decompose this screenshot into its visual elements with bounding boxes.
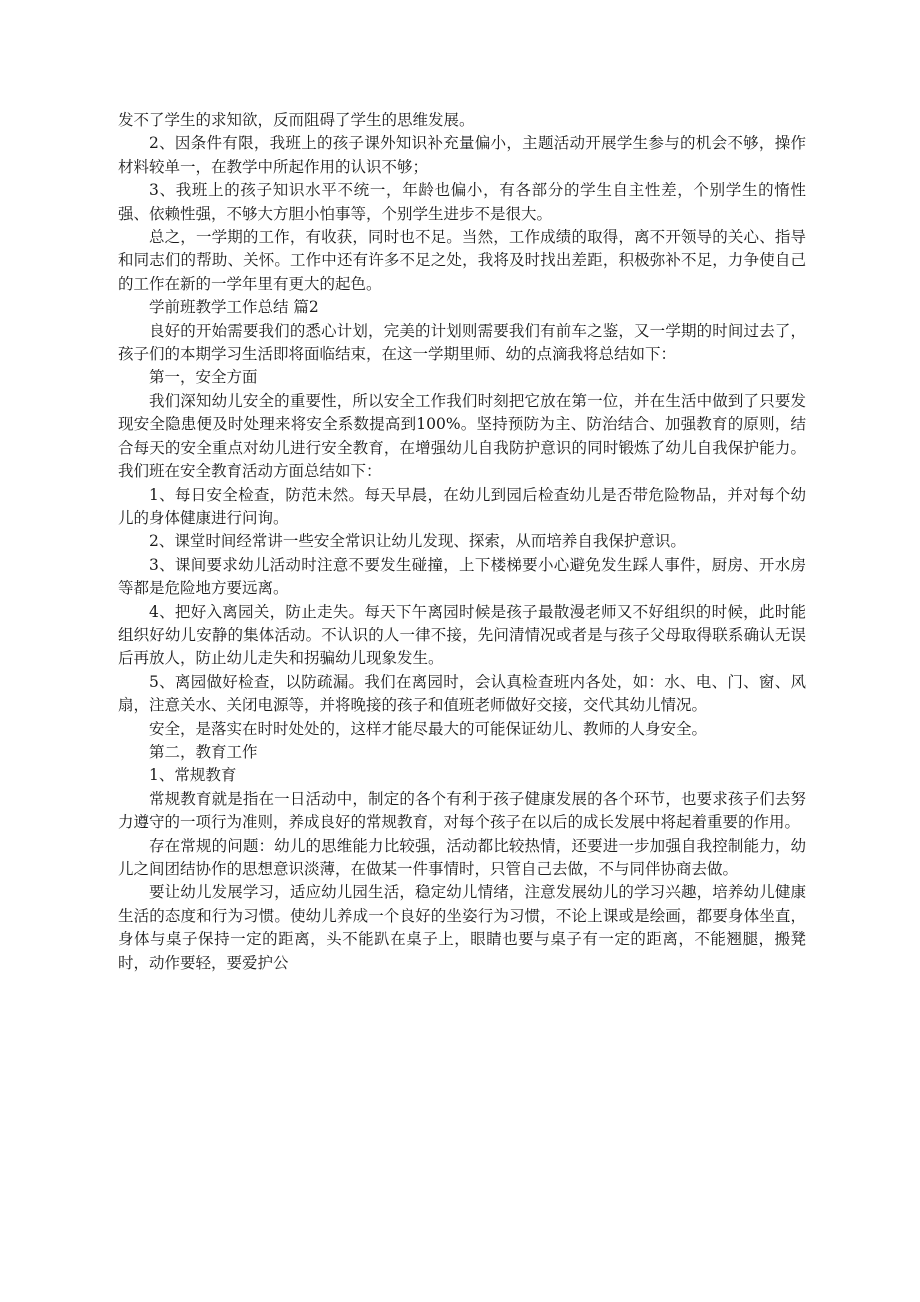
- paragraph-11: 4、把好入离园关，防止走失。每天下午离园时候是孩子最散漫老师又不好组织的时候，此时能组织好幼儿安静的集体活动。不认识的人一律不接，先问清情况或者是与孩子父母取得联系确认无误后再放人，防止幼儿走失和拐骗幼儿现象发生。: [118, 602, 806, 668]
- heading-safety: 第一，安全方面: [149, 368, 258, 387]
- heading-routine: 1、常规教育: [149, 766, 237, 785]
- section-title: 学前班教学工作总结 篇2: [149, 298, 319, 317]
- paragraph-16: 常规教育就是指在一日活动中，制定的各个有利于孩子健康发展的各个环节，也要求孩子们去努力遵守的一项行为准则，养成良好的常规教育，对每个孩子在以后的成长发展中将起着重要的作用。: [118, 789, 806, 832]
- paragraph-3: 总之，一学期的工作，有收获，同时也不足。当然，工作成绩的取得，离不开领导的关心、指导和同志们的帮助、关怀。工作中还有许多不足之处，我将及时找出差距，积极弥补不足，力争使自己的工作在新的一学年里有更大的起色。: [118, 228, 806, 293]
- paragraph-8: 1、每日安全检查，防范未然。每天早晨，在幼儿到园后检查幼儿是否带危险物品，并对每个幼儿的身体健康进行问询。: [118, 485, 806, 527]
- document-page: [118, 109, 806, 975]
- paragraph-10: 3、课间要求幼儿活动时注意不要发生碰撞，上下楼梯要小心避免发生踩人事件，厨房、开水房等都是危险地方要远离。: [118, 555, 806, 598]
- paragraph-18: 要让幼儿发展学习，适应幼儿园生活，稳定幼儿情绪，注意发展幼儿的学习兴趣，培养幼儿健康生活的态度和行为习惯。使幼儿养成一个良好的坐姿行为习惯，不论上课或是绘画，都要身体坐直，身体与桌子保持一定的距离，头不能趴在桌子上，眼睛也要与桌子有一定的距离，不能翘腿，搬凳时，动作要轻，要爱护公: [118, 883, 806, 972]
- paragraph-0: 发不了学生的求知欲，反而阻碍了学生的思维发展。: [118, 111, 475, 129]
- paragraph-2: 3、我班上的孩子知识水平不统一，年龄也偏小，有各部分的学生自主性差，个别学生的惰性强、依赖性强，不够大方胆小怕事等，个别学生进步不是很大。: [118, 181, 806, 223]
- paragraph-1: 2、因条件有限，我班上的孩子课外知识补充量偏小，主题活动开展学生参与的机会不够，操作材料较单一，在教学中所起作用的认识不够；: [118, 134, 806, 176]
- paragraph-7: 我们深知幼儿安全的重要性，所以安全工作我们时刻把它放在第一位，并在生活中做到了只要发现安全隐患便及时处理来将安全系数提高到100%。坚持预防为主、防治结合、加强教育的原则，结合每天的安全重点对幼儿进行安全教育，在增强幼儿自我防护意识的同时锻炼了幼儿自我保护能力。我们班在安全教育活动方面总结如下：: [118, 391, 806, 481]
- paragraph-12: 5、离园做好检查，以防疏漏。我们在离园时，会认真检查班内各处，如：水、电、门、窗、风扇，注意关水、关闭电源等，并将晚接的孩子和值班老师做好交接，交代其幼儿情况。: [118, 672, 806, 715]
- paragraph-5: 良好的开始需要我们的悉心计划，完美的计划则需要我们有前车之鉴，又一学期的时间过去了，孩子们的本期学习生活即将面临结束，在这一学期里师、幼的点滴我将总结如下：: [118, 321, 806, 364]
- paragraph-9: 2、课堂时间经常讲一些安全常识让幼儿发现、探索，从而培养自我保护意识。: [149, 532, 686, 551]
- paragraph-13: 安全，是落实在时时处处的，这样才能尽最大的可能保证幼儿、教师的人身安全。: [149, 719, 708, 738]
- heading-education: 第二，教育工作: [149, 742, 258, 761]
- paragraph-17: 存在常规的问题：幼儿的思维能力比较强，活动都比较热情，还要进一步加强自我控制能力，幼儿之间团结协作的思想意识淡薄，在做某一件事情时，只管自己去做，不与同伴协商去做。: [118, 836, 806, 878]
